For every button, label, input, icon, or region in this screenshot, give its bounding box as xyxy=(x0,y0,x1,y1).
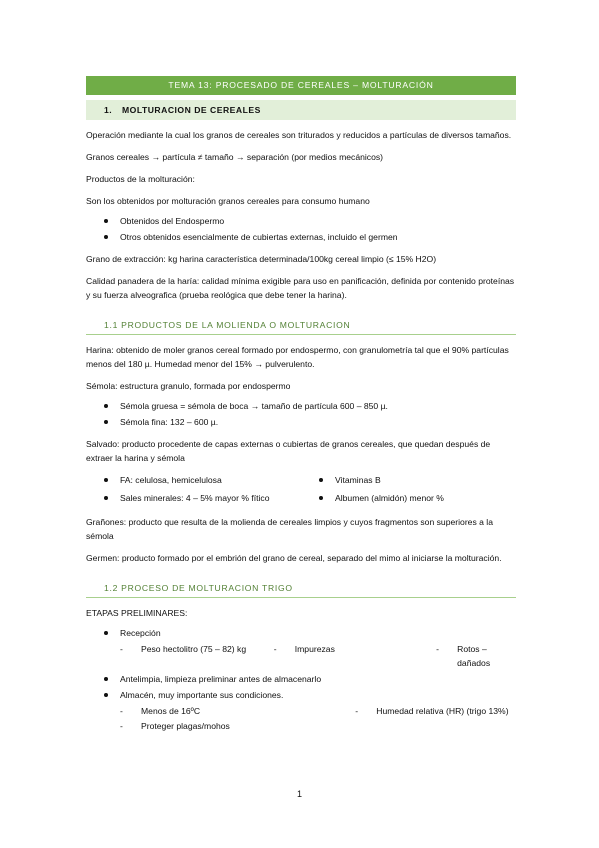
sub-item: - Humedad relativa (HR) (trigo 13%) xyxy=(355,704,516,718)
section-1-number: 1. xyxy=(104,105,113,115)
list-item: Obtenidos del Endospermo xyxy=(86,214,516,228)
products-list xyxy=(86,214,516,244)
list-item: Albumen (almidón) menor % xyxy=(301,491,516,505)
semola-list xyxy=(86,399,516,429)
list-item: Antelimpia, limpieza preliminar antes de almacenarlo xyxy=(86,672,516,686)
salvado-list xyxy=(86,471,516,507)
list-item: Almacén, muy importante sus condiciones. xyxy=(86,688,516,702)
list-item: Sémola fina: 132 – 600 µ. xyxy=(86,415,516,429)
germen-paragraph: Germen: producto formado por el embrión del grano de cereal, separado del mimo al iniciarse la molturación. xyxy=(86,553,502,563)
list-item: FA: celulosa, hemicelulosa xyxy=(86,473,301,487)
process-flow-paragraph: Granos cereales → partícula ≠ tamaño → separación (por medios mecánicos) xyxy=(86,152,384,162)
products-definition: Son los obtenidos por molturación granos cereales para consumo humano xyxy=(86,196,370,206)
list-item: Otros obtenidos esencialmente de cubiertas externas, incluido el germen xyxy=(86,230,516,244)
almacen-subitems-2 xyxy=(86,719,516,733)
list-item: Vitaminas B xyxy=(301,473,516,487)
salvado-paragraph: Salvado: producto procedente de capas externas o cubiertas de granos cereales, que quedan después de extraer la harina y sémola xyxy=(86,439,491,463)
etapas-list xyxy=(86,626,516,640)
etapas-heading: ETAPAS PRELIMINARES: xyxy=(86,608,188,618)
section-1-1-heading: 1.1 PRODUCTOS DE LA MOLIENDA O MOLTURACION xyxy=(86,316,516,335)
sub-item: - Impurezas xyxy=(274,642,426,670)
sub-item: - Proteger plagas/mohos xyxy=(120,719,230,733)
document-page xyxy=(86,76,516,734)
granones-paragraph: Grañones: producto que resulta de la molienda de cereales limpios y cuyos fragmentos son superiores a la sémola xyxy=(86,517,493,541)
definition-paragraph: Operación mediante la cual los granos de cereales son triturados y reducidos a partículas de diversos tamaños. xyxy=(86,130,512,140)
etapas-list-2 xyxy=(86,672,516,702)
section-1-2-heading: 1.2 PROCESO DE MOLTURACION TRIGO xyxy=(86,579,516,598)
list-item: Sales minerales: 4 – 5% mayor % fítico xyxy=(86,491,301,505)
sub-item: - Menos de 16ºC xyxy=(120,704,355,718)
baking-quality-paragraph: Calidad panadera de la haría: calidad mínima exigible para uso en panificación, definida por contenido proteínas y su fuerza alveografica (prueba reológica que debe tener la harina). xyxy=(86,276,515,300)
semola-paragraph: Sémola: estructura granulo, formada por endospermo xyxy=(86,381,291,391)
sub-item: - Rotos – dañados xyxy=(436,642,516,670)
list-item: Sémola gruesa = sémola de boca → tamaño de partícula 600 – 850 µ. xyxy=(86,399,516,413)
harina-paragraph: Harina: obtenido de moler granos cereal formado por endospermo, con granulometría tal que el 90% partículas menos del 180 µ. Humedad menor del 15% → pulverulento. xyxy=(86,345,509,369)
list-item: Recepción xyxy=(86,626,516,640)
section-1-title: MOLTURACION DE CEREALES xyxy=(122,105,261,115)
document-title: TEMA 13: PROCESADO DE CEREALES – MOLTURACIÓN xyxy=(86,76,516,95)
products-intro: Productos de la molturación: xyxy=(86,174,195,184)
sub-item: - Peso hectolitro (75 – 82) kg xyxy=(120,642,254,670)
extraction-paragraph: Grano de extracción: kg harina característica determinada/100kg cereal limpio (≤ 15% H2O) xyxy=(86,254,437,264)
recepcion-subitems xyxy=(86,642,516,670)
almacen-subitems xyxy=(86,704,516,718)
section-1-heading xyxy=(86,100,516,120)
page-number: 1 xyxy=(296,789,302,799)
